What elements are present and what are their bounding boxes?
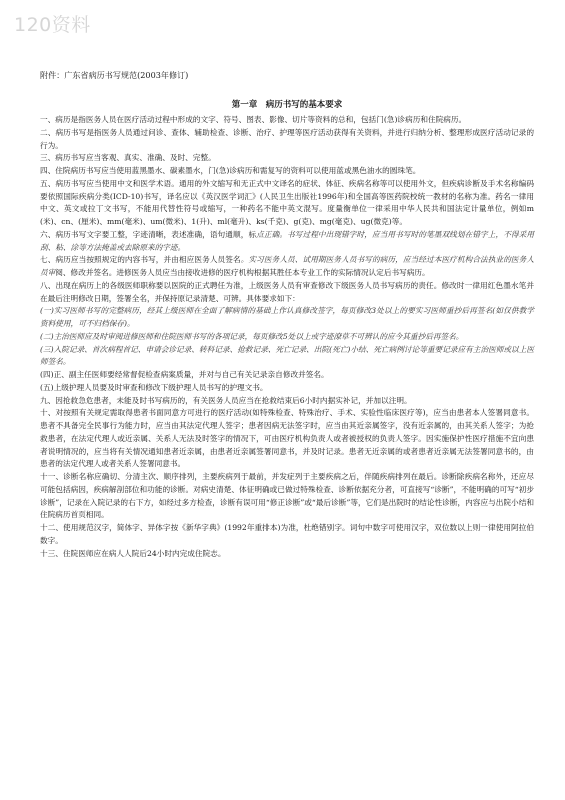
paragraph-8-item-3: (三)入院记录、首次病程首记、申请会诊记录、转科记录、抢救记录、死亡记录、出院(死亡)小结、死亡病例讨论等重要记录应有主治医师或以上医师签名。 — [40, 344, 534, 367]
attachment-title: 附件：广东省病历书写规范(2003年修订) — [40, 70, 189, 80]
paragraph-6: 六、病历书写文字要工整，字迹清晰，表述准确，语句通顺，标点正确。书写过程中出现错字时，应当用书写时的笔墨双线划在错字上，不得采用刮、粘、涂等方法掩盖或去除原来的字迹。 — [40, 229, 535, 252]
paragraph-3: 三、病历书写应当客观、真实、准确、及时、完整。 — [40, 153, 216, 163]
paragraph-12: 十二、使用规范汉字，简体字、异体字按《新华字典》(1992年重排本)为准，杜绝错别字。词句中数字可使用汉字，双位数以上则一律使用阿拉伯数字。 — [40, 523, 534, 545]
paragraph-8: 八、出现在病历上的各级医师职称要以医院的正式聘任为准，上级医务人员有审查修改下级医务人员书写病历的责任。修改时一律用红色墨水笔并在最后注明修改日期，签署全名，并保持原记录清楚、可辨。具体要求如下： — [40, 280, 534, 303]
paragraph-8-item-2: (二)主治医师应及时审阅进修医师和住院医师书写的各项记录，每页修改5处以上或字迹潦草不可辨认的应今其重抄后再签名。 — [40, 331, 464, 341]
paragraph-7: 七、病历应当按照规定的内容书写，并由相应医务人员签名。实习医务人员、试用期医务人员书写的病历，应当经过本医疗机构合法执业的医务人员审阅、修改并签名。进修医务人员应当由接收进修的医疗机构根据其胜任本专业工作的实际情况认定后书写病历。 — [40, 255, 535, 277]
chapter-title: 第一章 病历书写的基本要求 — [231, 100, 343, 110]
paragraph-1: 一、病历是指医务人员在医疗活动过程中形成的文字、符号、图表、影像、切片等资料的总和，包括门(急)诊病历和住院病历。 — [40, 115, 467, 124]
watermark-logo: 120资料 — [14, 14, 91, 36]
paragraph-8-item-4: (四)正、副主任医师要经常督促检查病案质量，并对与自己有关记录亲自修改并签名。 — [40, 370, 329, 379]
paragraph-11: 十一、诊断名称应确切、分清主次、顺序排列，主要疾病列于最前，并发症列于主要疾病之后，伴随疾病排列在最后。诊断除疾病名称外，还应尽可能包括病因，疾病解剖部位和功能的诊断。对病史清楚、体征明确或已做过特殊检查、诊断依据充分者，可直接写“诊断”，不能明确的可写“初步诊断”，记录在入院记录的右下方，如经过多方检查，诊断有误可用“修正诊断”或“最后诊断”等，它们是出院时的结论性诊断，内容应与出院小结和住院病历首页相同。 — [40, 472, 534, 520]
paragraph-10: 十、对按照有关规定需取得患者书面同意方可进行的医疗活动(如特殊检查、特殊治疗、手术、实验性临床医疗等)，应当由患者本人签署同意书。患者不具备完全民事行为能力时，应当由其法定代理人签字；患者因病无法签字时，应当由其近亲属签字，没有近亲属的，由其关系人签字；为抢救患者，在法定代理人或近亲属、关系人无法及时签字的情况下，可由医疗机构负责人或者被授权的负责人签字。因实施保护性医疗措施不宜向患者说明情况的，应当将有关情况通知患者近亲属，由患者近亲属签署同意书，并及时记录。患者无近亲属的或者患者近亲属无法签署同意书的，由患者的法定代理人或者关系人签署同意书。 — [40, 408, 534, 469]
document-page — [40, 70, 534, 560]
paragraph-8-item-5: (五)上级护理人员要及时审查和修改下级护理人员书写的护理文书。 — [40, 382, 268, 392]
paragraph-4: 四、住院病历书写应当使用蓝黑墨水、碳素墨水，门(急)诊病历和需复写的资料可以使用蓝或黑色油水的圆珠笔。 — [40, 166, 421, 175]
paragraph-9: 九、因抢救急危患者，未能及时书写病历的，有关医务人员应当在抢救结束后6小时内据实补记，并加以注明。 — [40, 395, 412, 405]
paragraph-8-item-1: (一)实习医师书写的完整病历，经其上级医师在全面了解病情的基础上作认真修改签字，每页修改3处以上的要实习医师重抄后再签名(如仅供教学资料使用，可不归档保存)。 — [40, 306, 534, 328]
paragraph-13: 十三、住院医师应在病人人院后24小时内完成住院志。 — [40, 548, 226, 558]
paragraph-5: 五、病历书写应当使用中文和医学术语。通用的外文缩写和无正式中文译名的症状、体征、疾病名称等可以使用外文，但疾病诊断及手术名称编码要依照国际疾病分类(ICD-10)书写，译名应以《英汉医学词汇》(人民卫生出版社1996年)和全国高等医药院校统一教材的名称为准。药名一律用中文、英文或拉丁文书写，不能用代替性符号或缩写，一种药名不能中英文混写。度量衡单位一律采用中华人民共和国法定计量单位，例如m(米)、cn、(厘米)、mm(毫米)、um(微米)、1(升)、ml(毫升)、ks(千克)、g(克)、mg(毫克)、ug(微克)等。 — [40, 178, 534, 226]
paragraph-2: 二、病历书写是指医务人员通过问诊、查体、辅助检查、诊断、治疗、护理等医疗活动获得有关资料，并进行归纳分析、整理形成医疗活动记录的行为。 — [40, 127, 534, 150]
